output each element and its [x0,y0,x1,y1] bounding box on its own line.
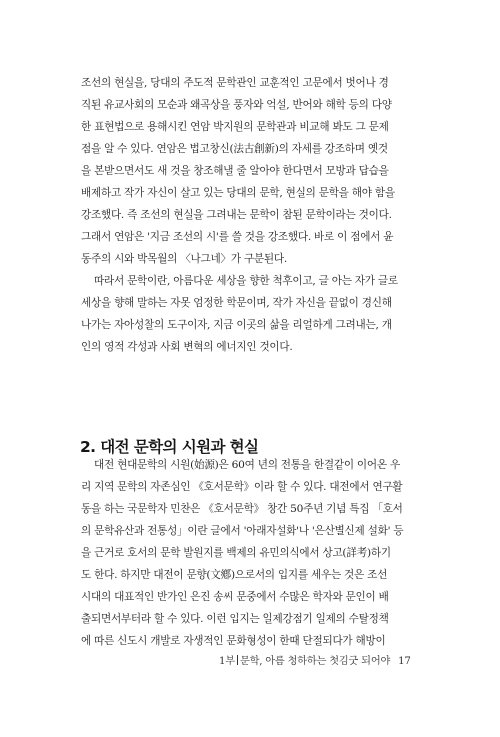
text-line: 동을 하는 국문학자 민찬은 《호서문학》 창간 50주년 기념 특집 「호서 [81,503,403,515]
text-line: 조선의 현실을, 당대의 주도적 문학관인 교훈적인 고문에서 벗어나 경 [81,77,389,89]
text-line: 나가는 자아성찰의 도구이자, 지금 이곳의 삶을 리얼하게 그려내는, 개 [81,319,392,331]
page-number: 17 [398,656,411,667]
text-line: 대전 현대문학의 시원(始源)은 60여 년의 전통을 한결같이 이어온 우 [94,459,400,471]
running-footer [219,655,434,669]
text-line: 그래서 연암은 '지금 조선의 시'를 쓸 것을 강조했다. 바로 이 점에서 윤 [81,231,394,243]
text-line: 동주의 시와 박목월의 〈나그네〉가 구분된다. [81,253,287,265]
text-line: 에 따른 신도시 개발로 자생적인 문화형성이 한때 단절되다가 해방이 [81,635,386,647]
text-line: 리 지역 문학의 자존심인 《호서문학》이라 할 수 있다. 대전에서 연구활 [81,481,403,493]
text-line: 을 본받으면서도 새 것을 창조해낼 줄 알아야 한다면서 모방과 답습을 [81,165,389,177]
footer-part-label: 1부 [219,656,235,667]
section-heading: 2. 대전 문학의 시원과 현실 [80,438,259,456]
text-line: 한 표현법으로 용해시킨 연암 박지원의 문학관과 비교해 봐도 그 문제 [81,121,389,133]
text-line: 배제하고 작가 자신이 살고 있는 당대의 문학, 현실의 문학을 해야 함을 [81,187,395,199]
text-line: 점을 알 수 있다. 연암은 법고창신(法古創新)의 자세를 강조하며 옛것 [81,143,388,155]
text-line: 세상을 향해 말하는 자못 엄정한 학문이며, 작가 자신을 끝없이 경신해 [81,297,392,309]
text-line: 직된 유교사회의 모순과 왜곡상을 풍자와 억설, 반어와 해학 등의 다양 [81,99,392,111]
footer-title: 문학, 아름 청하하는 첫김굿 되어야 [239,656,391,667]
text-line: 강조했다. 즉 조선의 현실을 그려내는 문학이 참된 문학이라는 것이다. [81,209,392,221]
text-line: 시대의 대표적인 반가인 은진 송씨 문중에서 수많은 학자와 문인이 배 [81,591,389,603]
text-line: 인의 영적 각성과 사회 변혁의 에너지인 것이다. [81,341,293,353]
text-line: 출되면서부터라 할 수 있다. 이런 입지는 일제강점기 일제의 수탈정책 [81,613,389,625]
footer-separator [237,655,238,665]
text-line: 의 문학유산과 전통성」이란 글에서 '아래자설화'나 '은산별신제 설화' 등 [81,525,404,537]
text-line: 을 근거로 호서의 문학 발원지를 백제의 유민의식에서 상고(詳考)하기 [81,547,391,559]
text-line: 도 한다. 하지만 대전이 문향(文鄕)으로서의 입지를 세우는 것은 조선 [81,569,388,581]
text-line: 따라서 문학이란, 아름다운 세상을 향한 척후이고, 글 아는 자가 글로 [94,275,398,287]
